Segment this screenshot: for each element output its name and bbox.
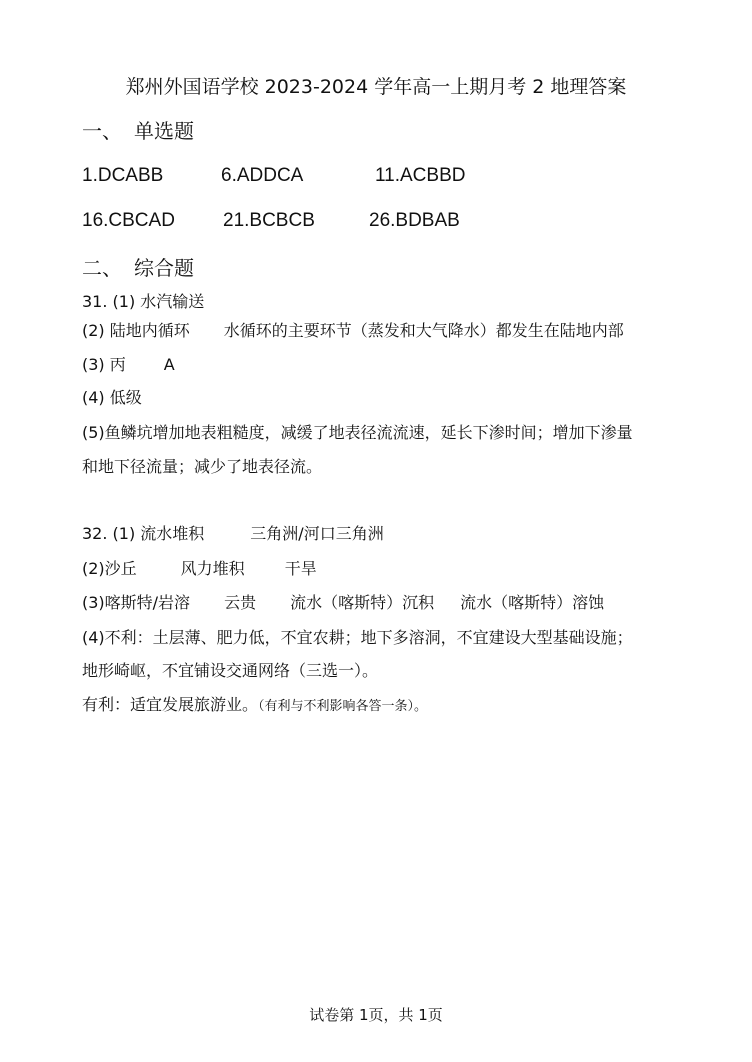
q31-part5-line2: 和地下径流量；减少了地表径流。 <box>82 457 323 476</box>
answer-row-1 <box>0 163 752 191</box>
answer-group: 21.BCBCB <box>223 210 315 231</box>
q32-part1 <box>82 522 384 546</box>
q32-part2-answer-c: 干旱 <box>284 559 317 578</box>
section-label: 单选题 <box>134 119 194 143</box>
q32-part4-line1: (4)不利：土层薄、肥力低，不宜农耕；地下多溶洞，不宜建设大型基础设施； <box>82 628 633 647</box>
answer-group: 16.CBCAD <box>82 210 175 231</box>
section-heading-single-choice <box>82 117 194 145</box>
q31-part2 <box>82 319 682 343</box>
section-number: 二、 <box>82 256 122 280</box>
q32-part3-answer-a: (3)喀斯特/岩溶 <box>82 593 191 612</box>
q32-part5-note: （有利与不利影响各答一条）。 <box>258 699 428 714</box>
q32-part2-answer-a: (2)沙丘 <box>82 559 137 578</box>
q31-part2-explanation: 水循环的主要环节（蒸发和大气降水）都发生在陆地内部 <box>223 321 624 340</box>
q32-part2 <box>82 557 317 581</box>
page-footer: 试卷第 1页，共 1页 <box>309 1006 443 1024</box>
q31-part5-line1: (5)鱼鳞坑增加地表粗糙度，减缓了地表径流流速，延长下渗时间；增加下渗量 <box>82 423 633 442</box>
answer-group: 26.BDBAB <box>369 210 460 231</box>
q31-part3-answer-b: A <box>163 355 175 374</box>
q32-part5 <box>82 693 427 719</box>
q32-part3-answer-c: 流水（喀斯特）沉积 <box>290 593 435 612</box>
q32-part1-answer-a: 32. (1) 流水堆积 <box>82 524 205 543</box>
answer-row-2 <box>0 208 752 236</box>
q31-part3 <box>82 353 175 377</box>
answer-group: 1.DCABB <box>82 165 164 186</box>
answer-group: 6.ADDCA <box>221 165 304 186</box>
q31-part1: 31. (1) 水汽输送 <box>82 292 205 311</box>
q32-part4-line2: 地形崎岖，不宜铺设交通网络（三选一）。 <box>82 661 379 680</box>
q32-part3-answer-d: 流水（喀斯特）溶蚀 <box>460 593 605 612</box>
page-title: 郑州外国语学校 2023-2024 学年高一上期月考 2 地理答案 <box>125 76 627 98</box>
section-number: 一、 <box>82 119 122 143</box>
q32-part1-answer-b: 三角洲/河口三角洲 <box>250 524 384 543</box>
q31-part4: (4) 低级 <box>82 388 142 407</box>
q32-part5-answer: 有利：适宜发展旅游业。 <box>82 695 259 714</box>
answer-group: 11.ACBBD <box>375 165 466 186</box>
section-heading-comprehensive <box>82 254 194 282</box>
q31-part2-answer: (2) 陆地内循环 <box>82 321 190 340</box>
q32-part2-answer-b: 风力堆积 <box>180 559 245 578</box>
q31-part3-answer-a: (3) 丙 <box>82 355 126 374</box>
q32-part3 <box>82 591 604 615</box>
q32-part3-answer-b: 云贵 <box>224 593 257 612</box>
section-label: 综合题 <box>134 256 194 280</box>
